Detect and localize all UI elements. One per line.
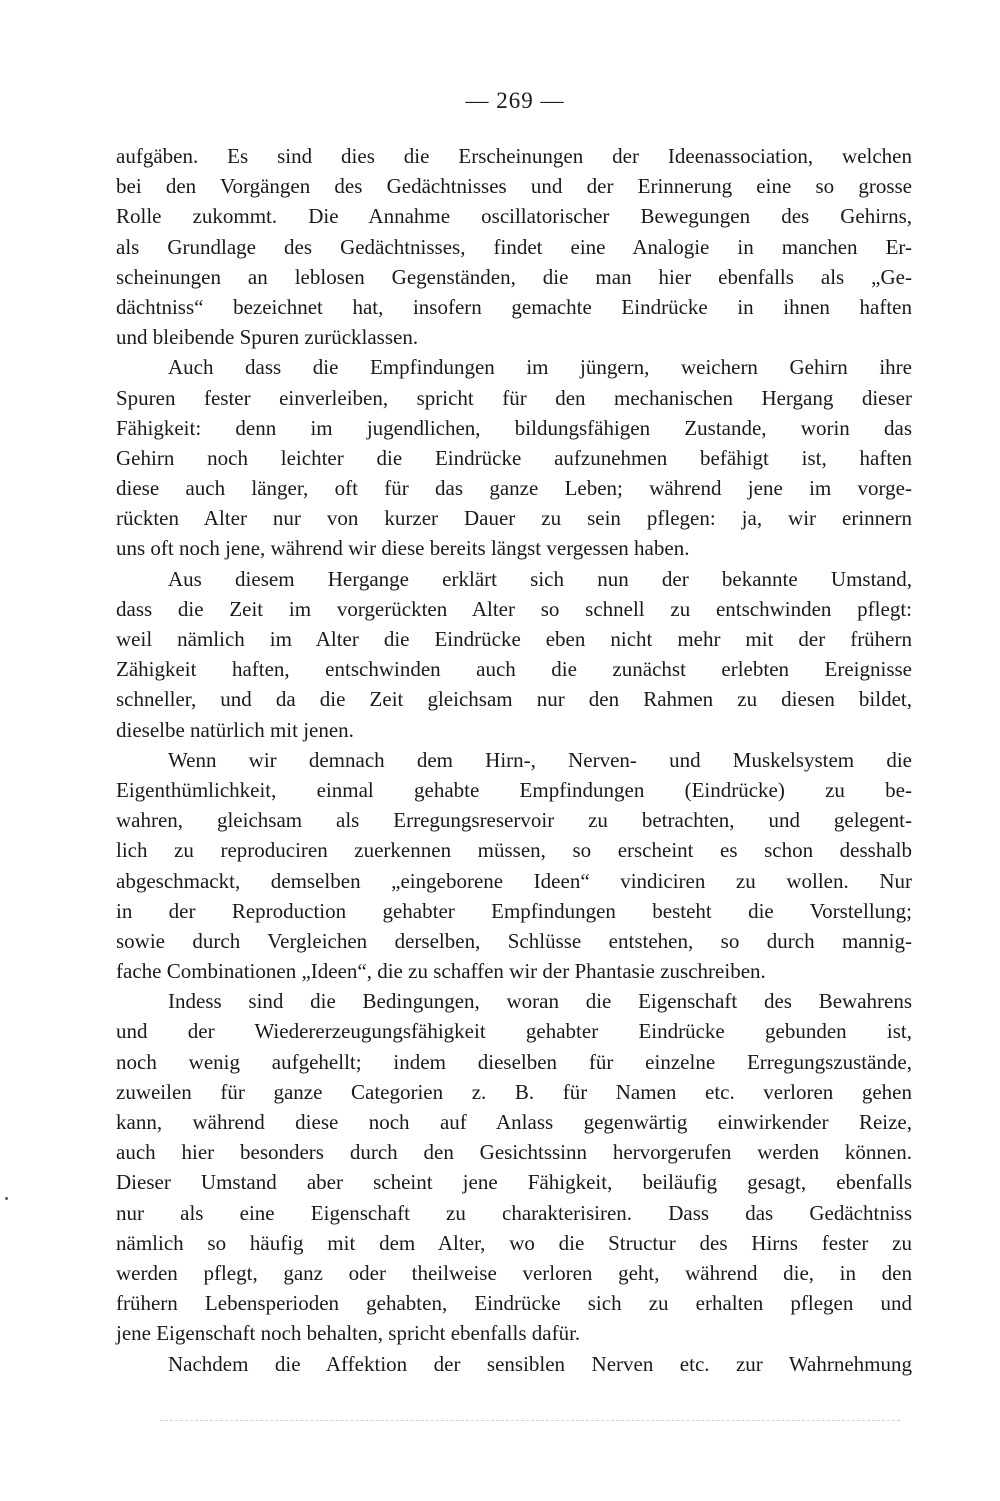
- text-line: Aus diesem Hergange erklärt sich nun der bekannte Umstand,: [168, 566, 912, 591]
- text-line: lich zu reproduciren zuerkennen müssen, so erscheint es schon desshalb: [116, 838, 912, 863]
- text-line: noch wenig aufgehellt; indem dieselben für einzelne Erregungszustände,: [116, 1049, 912, 1074]
- text-line: Eigenthümlichkeit, einmal gehabte Empfindungen (Eindrücke) zu be-: [116, 777, 912, 802]
- text-line: auch hier besonders durch den Gesichtssinn hervorgerufen werden können.: [116, 1140, 912, 1165]
- body-text: [116, 141, 912, 1379]
- text-line: dieselbe natürlich mit jenen.: [116, 717, 354, 742]
- margin-speck: [5, 1197, 8, 1200]
- text-line: dass die Zeit im vorgerückten Alter so schnell zu entschwinden pflegt:: [116, 596, 912, 621]
- text-line: Indess sind die Bedingungen, woran die Eigenschaft des Bewahrens: [168, 989, 912, 1014]
- text-line: rückten Alter nur von kurzer Dauer zu sein pflegen: ja, wir erinnern: [116, 506, 912, 531]
- text-line: Rolle zukommt. Die Annahme oscillatorischer Bewegungen des Gehirns,: [116, 204, 912, 229]
- text-line: nur als eine Eigenschaft zu charakterisiren. Dass das Gedächtniss: [116, 1200, 912, 1225]
- text-line: bei den Vorgängen des Gedächtnisses und der Erinnerung eine so grosse: [116, 174, 912, 199]
- text-line: in der Reproduction gehabter Empfindungen besteht die Vorstellung;: [116, 898, 912, 923]
- text-line: und bleibende Spuren zurücklassen.: [116, 325, 419, 350]
- text-line: Nachdem die Affektion der sensiblen Nerven etc. zur Wahrnehmung: [168, 1351, 912, 1376]
- text-line: Dieser Umstand aber scheint jene Fähigkeit, beiläufig gesagt, ebenfalls: [116, 1170, 912, 1195]
- text-line: frühern Lebensperioden gehabten, Eindrücke sich zu erhalten pflegen und: [116, 1291, 912, 1316]
- text-line: und der Wiedererzeugungsfähigkeit gehabter Eindrücke gebunden ist,: [116, 1019, 912, 1044]
- text-line: Gehirn noch leichter die Eindrücke aufzunehmen befähigt ist, haften: [116, 445, 912, 470]
- text-line: diese auch länger, oft für das ganze Leben; während jene im vorge-: [116, 476, 912, 501]
- text-line: Spuren fester einverleiben, spricht für den mechanischen Hergang dieser: [116, 385, 912, 410]
- text-line: werden pflegt, ganz oder theilweise verloren geht, während die, in den: [116, 1260, 912, 1285]
- text-line: aufgäben. Es sind dies die Erscheinungen der Ideenassociation, welchen: [116, 144, 912, 168]
- text-line: uns oft noch jene, während wir diese bereits längst vergessen haben.: [116, 536, 690, 561]
- text-line: dächtniss“ bezeichnet hat, insofern gemachte Eindrücke in ihnen haften: [116, 294, 912, 319]
- bleed-through-line: [160, 1420, 900, 1423]
- text-line: sowie durch Vergleichen derselben, Schlüsse entstehen, so durch mannig-: [116, 928, 912, 953]
- text-line: zuweilen für ganze Categorien z. B. für Namen etc. verloren gehen: [116, 1079, 912, 1104]
- text-line: abgeschmackt, demselben „eingeborene Ideen“ vindiciren zu wollen. Nur: [116, 868, 912, 893]
- text-line: Zähigkeit haften, entschwinden auch die zunächst erlebten Ereignisse: [116, 657, 912, 682]
- text-line: schneller, und da die Zeit gleichsam nur den Rahmen zu diesen bildet,: [116, 687, 912, 712]
- text-line: wahren, gleichsam als Erregungsreservoir zu betrachten, und gelegent-: [116, 808, 912, 833]
- text-line: weil nämlich im Alter die Eindrücke eben nicht mehr mit der frühern: [116, 627, 912, 651]
- text-line: scheinungen an leblosen Gegenständen, die man hier ebenfalls als „Ge-: [116, 264, 912, 289]
- text-line: als Grundlage des Gedächtnisses, findet eine Analogie in manchen Er-: [116, 234, 912, 259]
- text-line: Wenn wir demnach dem Hirn-, Nerven- und Muskelsystem die: [168, 747, 912, 772]
- page-number: — 269 —: [465, 88, 565, 113]
- text-line: Fähigkeit: denn im jugendlichen, bildungsfähigen Zustande, worin das: [116, 415, 912, 440]
- text-line: kann, während diese noch auf Anlass gegenwärtig einwirkender Reize,: [116, 1110, 912, 1134]
- text-line: nämlich so häufig mit dem Alter, wo die Structur des Hirns fester zu: [116, 1230, 912, 1255]
- text-line: jene Eigenschaft noch behalten, spricht ebenfalls dafür.: [116, 1321, 581, 1346]
- text-line: fache Combinationen „Ideen“, die zu schaffen wir der Phantasie zuschreiben.: [116, 959, 766, 984]
- text-line: Auch dass die Empfindungen im jüngern, weichern Gehirn ihre: [168, 355, 912, 380]
